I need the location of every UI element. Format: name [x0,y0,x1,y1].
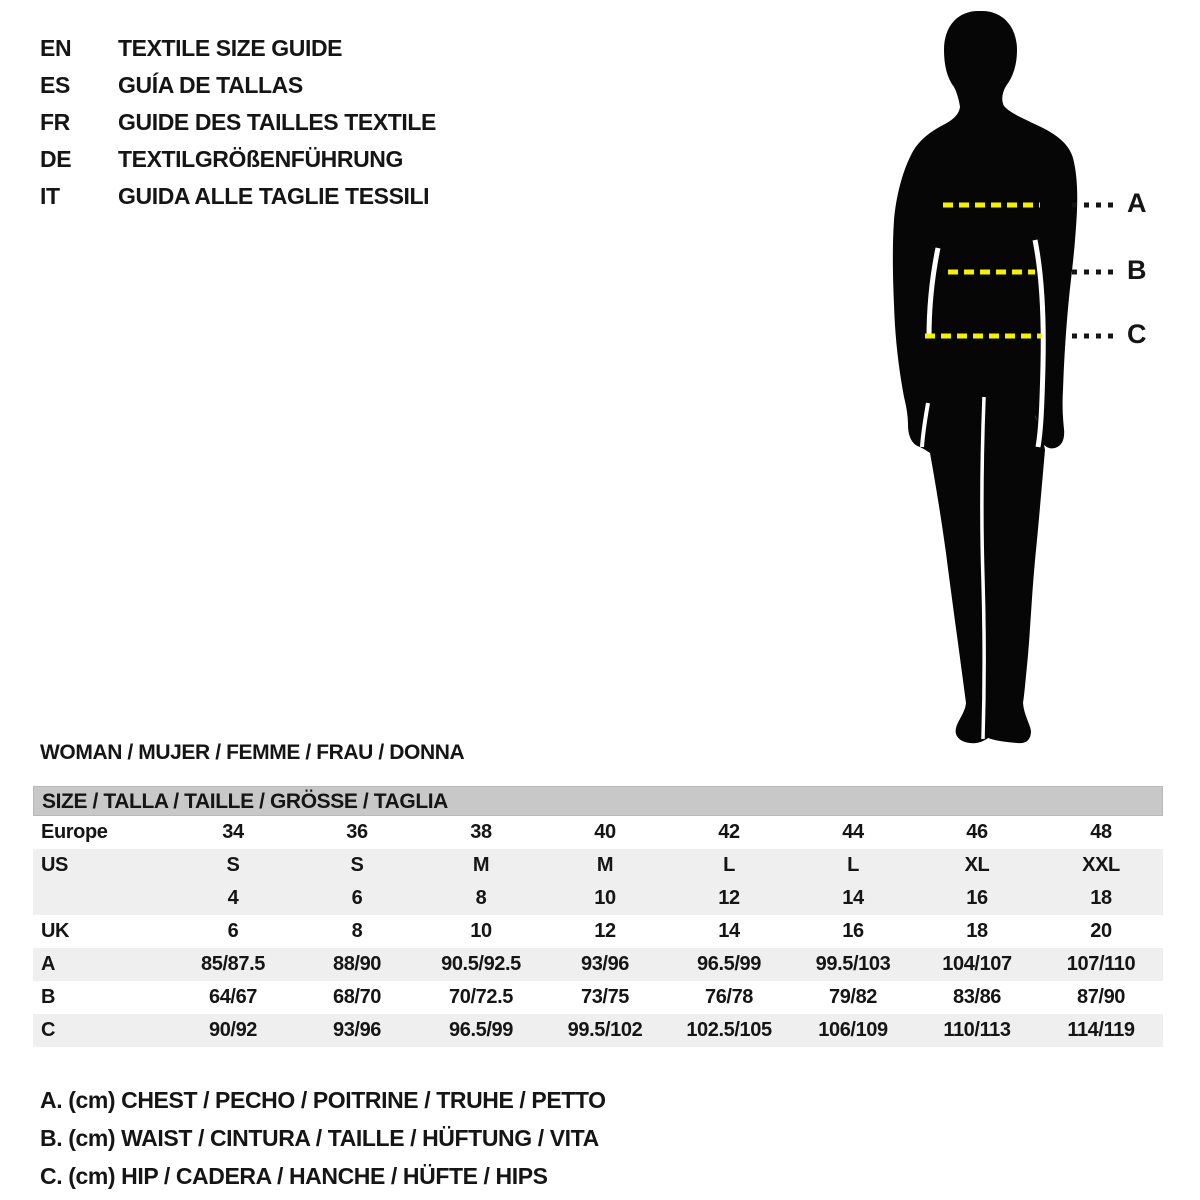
table-row-waist-b [33,981,1163,1014]
cell: 99.5/103 [815,953,891,975]
row-label: C [41,1019,56,1041]
section-title: WOMAN / MUJER / FEMME / FRAU / DONNA [40,741,465,764]
legend-waist: B. (cm) WAIST / CINTURA / TAILLE / HÜFTUNG / VITA [40,1125,599,1151]
cell: 93/96 [580,953,630,975]
cell: 76/78 [704,986,754,1008]
table-row-us [33,849,1163,882]
cell: 8 [475,887,487,909]
table-row-us-numeric [33,882,1163,915]
cell: M [472,854,490,876]
cell: 88/90 [332,953,382,975]
cell: 90.5/92.5 [441,953,521,975]
lang-code: FR [40,109,70,135]
marker-label-c: C [1127,319,1147,349]
cell: 20 [1090,920,1112,942]
cell: 110/113 [943,1019,1011,1041]
cell: 14 [718,920,740,942]
cell: 114/119 [1067,1019,1135,1041]
cell: S [226,854,240,876]
cell: 64/67 [208,986,258,1008]
cell: 10 [470,920,492,942]
lang-label: GUIDA ALLE TAGLIE TESSILI [118,183,430,209]
cell: 90/92 [208,1019,258,1041]
cell: XXL [1082,854,1120,876]
cell: 14 [842,887,864,909]
cell: 96.5/99 [449,1019,513,1041]
row-label: B [41,986,56,1008]
cell: 36 [346,821,368,843]
table-row-chest-a [33,948,1163,981]
cell: 12 [718,887,740,909]
marker-label-b: B [1127,255,1147,285]
lang-code: IT [40,183,60,209]
cell: 42 [718,821,740,843]
cell: 68/70 [332,986,382,1008]
cell: 85/87.5 [201,953,265,975]
cell: 79/82 [828,986,878,1008]
cell: 4 [227,887,239,909]
lang-code: ES [40,72,70,98]
cell: 16 [966,887,988,909]
legend-chest: A. (cm) CHEST / PECHO / POITRINE / TRUHE / PETTO [40,1087,606,1113]
cell: L [847,854,859,876]
cell: 48 [1090,821,1112,843]
legend-hip: C. (cm) HIP / CADERA / HANCHE / HÜFTE / HIPS [40,1163,548,1189]
lang-label: TEXTILGRÖßENFÜHRUNG [118,146,403,172]
table-row-hip-c [33,1014,1163,1047]
table-row-uk [33,915,1163,948]
lang-label: GUÍA DE TALLAS [118,72,303,98]
cell: 18 [1090,887,1112,909]
cell: 40 [594,821,616,843]
cell: 8 [351,920,363,942]
cell: 46 [966,821,988,843]
cell: 99.5/102 [567,1019,643,1041]
row-label: A [41,953,56,975]
cell: 10 [594,887,616,909]
cell: 104/107 [942,953,1012,975]
cell: L [723,854,735,876]
cell: 18 [966,920,988,942]
lang-label: GUIDE DES TAILLES TEXTILE [118,109,436,135]
cell: 44 [842,821,864,843]
lang-row-en [40,35,640,61]
cell: 73/75 [580,986,630,1008]
lang-row-it [40,183,640,209]
row-label: Europe [41,821,108,843]
cell: 70/72.5 [449,986,513,1008]
lang-row-de [40,146,640,172]
lang-label: TEXTILE SIZE GUIDE [118,35,343,61]
row-label: UK [41,920,70,942]
cell: 107/110 [1066,953,1136,975]
cell: 96.5/99 [697,953,761,975]
marker-label-a: A [1127,188,1147,218]
row-label: US [41,854,68,876]
cell: S [350,854,364,876]
lang-row-es [40,72,640,98]
lang-code: EN [40,35,72,61]
cell: 102.5/105 [686,1019,772,1041]
cell: 38 [470,821,492,843]
cell: 12 [594,920,616,942]
cell: 34 [222,821,244,843]
cell: 87/90 [1076,986,1126,1008]
cell: M [596,854,614,876]
cell: 83/86 [952,986,1002,1008]
cell: XL [964,854,990,876]
woman-silhouette [880,5,1130,750]
lang-row-fr [40,109,640,135]
table-header: SIZE / TALLA / TAILLE / GRÖSSE / TAGLIA [33,786,1163,816]
cell: 16 [842,920,864,942]
cell: 93/96 [332,1019,382,1041]
cell: 6 [227,920,239,942]
table-row-europe [33,816,1163,849]
cell: 106/109 [818,1019,888,1041]
cell: 6 [351,887,363,909]
size-table [33,786,1163,1047]
lang-code: DE [40,146,72,172]
